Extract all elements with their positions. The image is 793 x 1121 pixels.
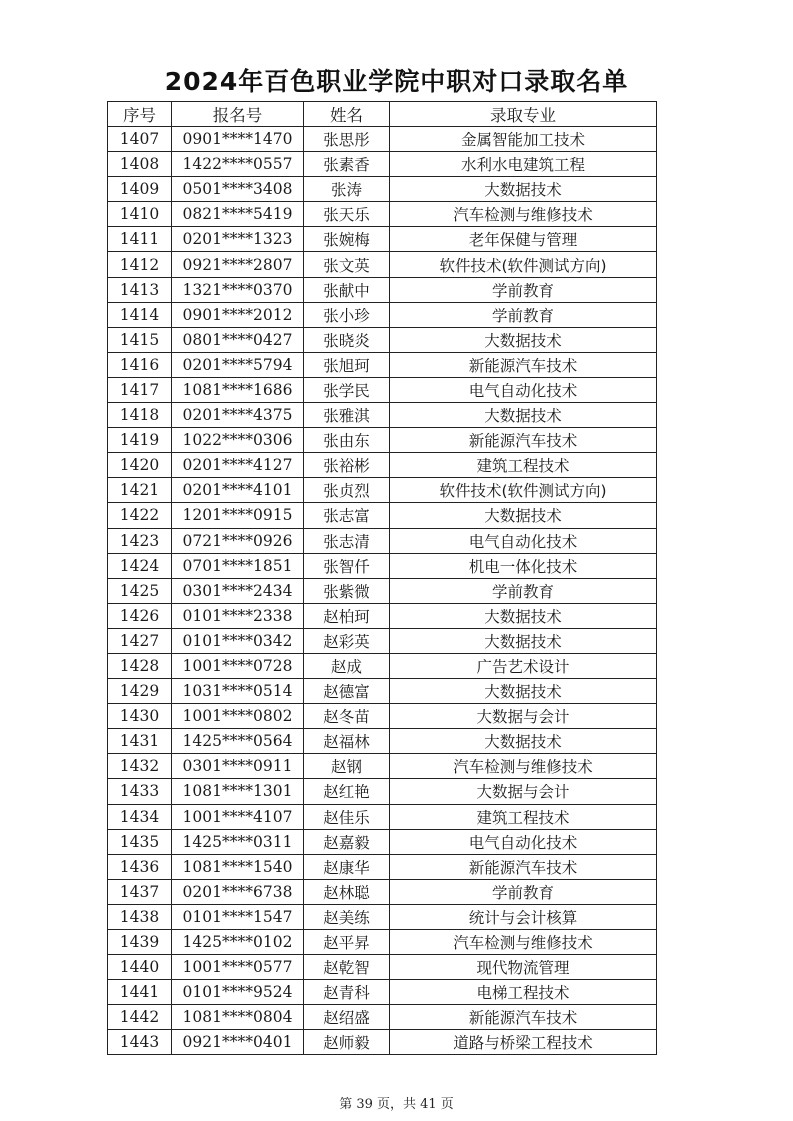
cell-name: 张志清 xyxy=(304,528,390,553)
cell-reg-no: 0821****5419 xyxy=(172,202,304,227)
cell-name: 赵德富 xyxy=(304,679,390,704)
cell-seq: 1423 xyxy=(108,528,172,553)
table-row xyxy=(108,603,657,628)
table-row xyxy=(108,854,657,879)
table-row xyxy=(108,628,657,653)
table-row xyxy=(108,403,657,428)
cell-seq: 1440 xyxy=(108,955,172,980)
cell-seq: 1433 xyxy=(108,779,172,804)
cell-seq: 1415 xyxy=(108,327,172,352)
cell-name: 张涛 xyxy=(304,177,390,202)
cell-seq: 1418 xyxy=(108,403,172,428)
cell-name: 张裕彬 xyxy=(304,453,390,478)
cell-reg-no: 1081****1686 xyxy=(172,377,304,402)
table-row xyxy=(108,428,657,453)
table-row xyxy=(108,804,657,829)
column-header-major: 录取专业 xyxy=(390,102,657,127)
cell-major: 新能源汽车技术 xyxy=(390,1005,657,1030)
cell-reg-no: 0101****1547 xyxy=(172,904,304,929)
cell-reg-no: 1081****1540 xyxy=(172,854,304,879)
cell-name: 赵成 xyxy=(304,653,390,678)
cell-name: 张天乐 xyxy=(304,202,390,227)
cell-name: 张智仟 xyxy=(304,553,390,578)
cell-major: 电气自动化技术 xyxy=(390,377,657,402)
table-row xyxy=(108,227,657,252)
cell-reg-no: 0901****1470 xyxy=(172,127,304,152)
cell-seq: 1434 xyxy=(108,804,172,829)
table-row xyxy=(108,152,657,177)
cell-major: 金属智能加工技术 xyxy=(390,127,657,152)
table-row xyxy=(108,553,657,578)
cell-major: 学前教育 xyxy=(390,302,657,327)
table-row xyxy=(108,377,657,402)
table-row xyxy=(108,1030,657,1055)
cell-name: 赵平昇 xyxy=(304,930,390,955)
cell-major: 大数据技术 xyxy=(390,729,657,754)
table-body xyxy=(108,127,657,1055)
cell-major: 水利水电建筑工程 xyxy=(390,152,657,177)
cell-seq: 1435 xyxy=(108,829,172,854)
cell-major: 建筑工程技术 xyxy=(390,804,657,829)
cell-major: 现代物流管理 xyxy=(390,955,657,980)
cell-name: 赵佳乐 xyxy=(304,804,390,829)
cell-reg-no: 1081****0804 xyxy=(172,1005,304,1030)
cell-name: 赵冬苗 xyxy=(304,704,390,729)
cell-reg-no: 0921****0401 xyxy=(172,1030,304,1055)
cell-seq: 1436 xyxy=(108,854,172,879)
cell-seq: 1429 xyxy=(108,679,172,704)
cell-major: 大数据技术 xyxy=(390,403,657,428)
cell-major: 汽车检测与维修技术 xyxy=(390,930,657,955)
cell-major: 大数据技术 xyxy=(390,327,657,352)
table-header-row xyxy=(108,102,657,127)
cell-seq: 1412 xyxy=(108,252,172,277)
cell-seq: 1420 xyxy=(108,453,172,478)
cell-reg-no: 0921****2807 xyxy=(172,252,304,277)
cell-major: 电气自动化技术 xyxy=(390,528,657,553)
table-row xyxy=(108,955,657,980)
cell-major: 大数据技术 xyxy=(390,679,657,704)
cell-name: 赵福林 xyxy=(304,729,390,754)
cell-major: 大数据技术 xyxy=(390,177,657,202)
table-row xyxy=(108,879,657,904)
cell-reg-no: 1425****0311 xyxy=(172,829,304,854)
table-row xyxy=(108,1005,657,1030)
cell-major: 大数据技术 xyxy=(390,603,657,628)
table-row xyxy=(108,177,657,202)
cell-seq: 1439 xyxy=(108,930,172,955)
cell-major: 大数据技术 xyxy=(390,628,657,653)
cell-seq: 1438 xyxy=(108,904,172,929)
cell-reg-no: 1001****0728 xyxy=(172,653,304,678)
column-header-seq: 序号 xyxy=(108,102,172,127)
cell-reg-no: 0201****4375 xyxy=(172,403,304,428)
table-row xyxy=(108,653,657,678)
cell-reg-no: 1321****0370 xyxy=(172,277,304,302)
cell-seq: 1408 xyxy=(108,152,172,177)
cell-seq: 1421 xyxy=(108,478,172,503)
cell-major: 电气自动化技术 xyxy=(390,829,657,854)
cell-reg-no: 0801****0427 xyxy=(172,327,304,352)
cell-seq: 1432 xyxy=(108,754,172,779)
table-row xyxy=(108,729,657,754)
cell-name: 张小珍 xyxy=(304,302,390,327)
cell-major: 新能源汽车技术 xyxy=(390,428,657,453)
cell-major: 学前教育 xyxy=(390,578,657,603)
cell-reg-no: 1031****0514 xyxy=(172,679,304,704)
cell-reg-no: 0301****2434 xyxy=(172,578,304,603)
cell-seq: 1413 xyxy=(108,277,172,302)
cell-reg-no: 0721****0926 xyxy=(172,528,304,553)
cell-seq: 1437 xyxy=(108,879,172,904)
table-row xyxy=(108,478,657,503)
cell-major: 大数据与会计 xyxy=(390,704,657,729)
cell-major: 软件技术(软件测试方向) xyxy=(390,478,657,503)
cell-major: 汽车检测与维修技术 xyxy=(390,202,657,227)
cell-major: 建筑工程技术 xyxy=(390,453,657,478)
column-header-reg-no: 报名号 xyxy=(172,102,304,127)
cell-name: 赵绍盛 xyxy=(304,1005,390,1030)
table-row xyxy=(108,779,657,804)
table-row xyxy=(108,503,657,528)
cell-major: 电梯工程技术 xyxy=(390,980,657,1005)
cell-reg-no: 1201****0915 xyxy=(172,503,304,528)
table-row xyxy=(108,127,657,152)
cell-name: 张晓炎 xyxy=(304,327,390,352)
cell-name: 赵师毅 xyxy=(304,1030,390,1055)
page-number: 第 39 页，共 41 页 xyxy=(339,1097,454,1112)
cell-reg-no: 1001****0577 xyxy=(172,955,304,980)
table-row xyxy=(108,202,657,227)
cell-name: 赵钢 xyxy=(304,754,390,779)
column-header-name: 姓名 xyxy=(304,102,390,127)
table-row xyxy=(108,930,657,955)
cell-reg-no: 0201****1323 xyxy=(172,227,304,252)
cell-reg-no: 1001****4107 xyxy=(172,804,304,829)
cell-name: 张雅淇 xyxy=(304,403,390,428)
table-row xyxy=(108,252,657,277)
cell-major: 新能源汽车技术 xyxy=(390,854,657,879)
cell-major: 学前教育 xyxy=(390,277,657,302)
cell-major: 大数据与会计 xyxy=(390,779,657,804)
cell-major: 老年保健与管理 xyxy=(390,227,657,252)
table-row xyxy=(108,829,657,854)
table-row xyxy=(108,578,657,603)
table-row xyxy=(108,904,657,929)
cell-name: 张文英 xyxy=(304,252,390,277)
cell-reg-no: 0201****5794 xyxy=(172,352,304,377)
cell-reg-no: 0101****9524 xyxy=(172,980,304,1005)
table-row xyxy=(108,327,657,352)
table-row xyxy=(108,302,657,327)
cell-seq: 1431 xyxy=(108,729,172,754)
cell-reg-no: 1001****0802 xyxy=(172,704,304,729)
cell-seq: 1411 xyxy=(108,227,172,252)
cell-name: 赵林聪 xyxy=(304,879,390,904)
cell-name: 张献中 xyxy=(304,277,390,302)
cell-seq: 1426 xyxy=(108,603,172,628)
cell-name: 张学民 xyxy=(304,377,390,402)
cell-name: 张思彤 xyxy=(304,127,390,152)
cell-major: 机电一体化技术 xyxy=(390,553,657,578)
cell-name: 赵彩英 xyxy=(304,628,390,653)
cell-seq: 1419 xyxy=(108,428,172,453)
cell-name: 张旭珂 xyxy=(304,352,390,377)
table-row xyxy=(108,277,657,302)
cell-seq: 1443 xyxy=(108,1030,172,1055)
cell-seq: 1414 xyxy=(108,302,172,327)
cell-name: 张志富 xyxy=(304,503,390,528)
cell-major: 大数据技术 xyxy=(390,503,657,528)
cell-seq: 1422 xyxy=(108,503,172,528)
cell-name: 张紫微 xyxy=(304,578,390,603)
cell-major: 统计与会计核算 xyxy=(390,904,657,929)
cell-reg-no: 1425****0102 xyxy=(172,930,304,955)
cell-reg-no: 0301****0911 xyxy=(172,754,304,779)
cell-seq: 1441 xyxy=(108,980,172,1005)
cell-name: 赵乾智 xyxy=(304,955,390,980)
table-row xyxy=(108,980,657,1005)
cell-name: 赵青科 xyxy=(304,980,390,1005)
cell-seq: 1428 xyxy=(108,653,172,678)
cell-name: 赵康华 xyxy=(304,854,390,879)
cell-seq: 1427 xyxy=(108,628,172,653)
cell-reg-no: 0201****6738 xyxy=(172,879,304,904)
cell-seq: 1416 xyxy=(108,352,172,377)
cell-major: 广告艺术设计 xyxy=(390,653,657,678)
cell-reg-no: 0701****1851 xyxy=(172,553,304,578)
cell-reg-no: 0101****2338 xyxy=(172,603,304,628)
cell-name: 赵嘉毅 xyxy=(304,829,390,854)
cell-major: 道路与桥梁工程技术 xyxy=(390,1030,657,1055)
table-row xyxy=(108,704,657,729)
cell-major: 新能源汽车技术 xyxy=(390,352,657,377)
cell-major: 软件技术(软件测试方向) xyxy=(390,252,657,277)
admission-table xyxy=(107,101,657,1055)
cell-seq: 1424 xyxy=(108,553,172,578)
cell-name: 张婉梅 xyxy=(304,227,390,252)
cell-reg-no: 0901****2012 xyxy=(172,302,304,327)
cell-reg-no: 0201****4101 xyxy=(172,478,304,503)
cell-seq: 1442 xyxy=(108,1005,172,1030)
cell-seq: 1430 xyxy=(108,704,172,729)
cell-seq: 1425 xyxy=(108,578,172,603)
cell-seq: 1407 xyxy=(108,127,172,152)
cell-reg-no: 1081****1301 xyxy=(172,779,304,804)
cell-reg-no: 1422****0557 xyxy=(172,152,304,177)
cell-name: 赵美练 xyxy=(304,904,390,929)
table-row xyxy=(108,528,657,553)
cell-name: 张贞烈 xyxy=(304,478,390,503)
table-row xyxy=(108,352,657,377)
cell-seq: 1410 xyxy=(108,202,172,227)
cell-reg-no: 1425****0564 xyxy=(172,729,304,754)
cell-seq: 1409 xyxy=(108,177,172,202)
cell-reg-no: 0501****3408 xyxy=(172,177,304,202)
page-title: 2024年百色职业学院中职对口录取名单 xyxy=(164,67,629,96)
table-row xyxy=(108,453,657,478)
cell-reg-no: 1022****0306 xyxy=(172,428,304,453)
cell-name: 张由东 xyxy=(304,428,390,453)
cell-major: 汽车检测与维修技术 xyxy=(390,754,657,779)
cell-major: 学前教育 xyxy=(390,879,657,904)
cell-name: 赵红艳 xyxy=(304,779,390,804)
cell-name: 赵柏珂 xyxy=(304,603,390,628)
cell-reg-no: 0101****0342 xyxy=(172,628,304,653)
cell-reg-no: 0201****4127 xyxy=(172,453,304,478)
table-row xyxy=(108,679,657,704)
cell-seq: 1417 xyxy=(108,377,172,402)
table-row xyxy=(108,754,657,779)
cell-name: 张素香 xyxy=(304,152,390,177)
